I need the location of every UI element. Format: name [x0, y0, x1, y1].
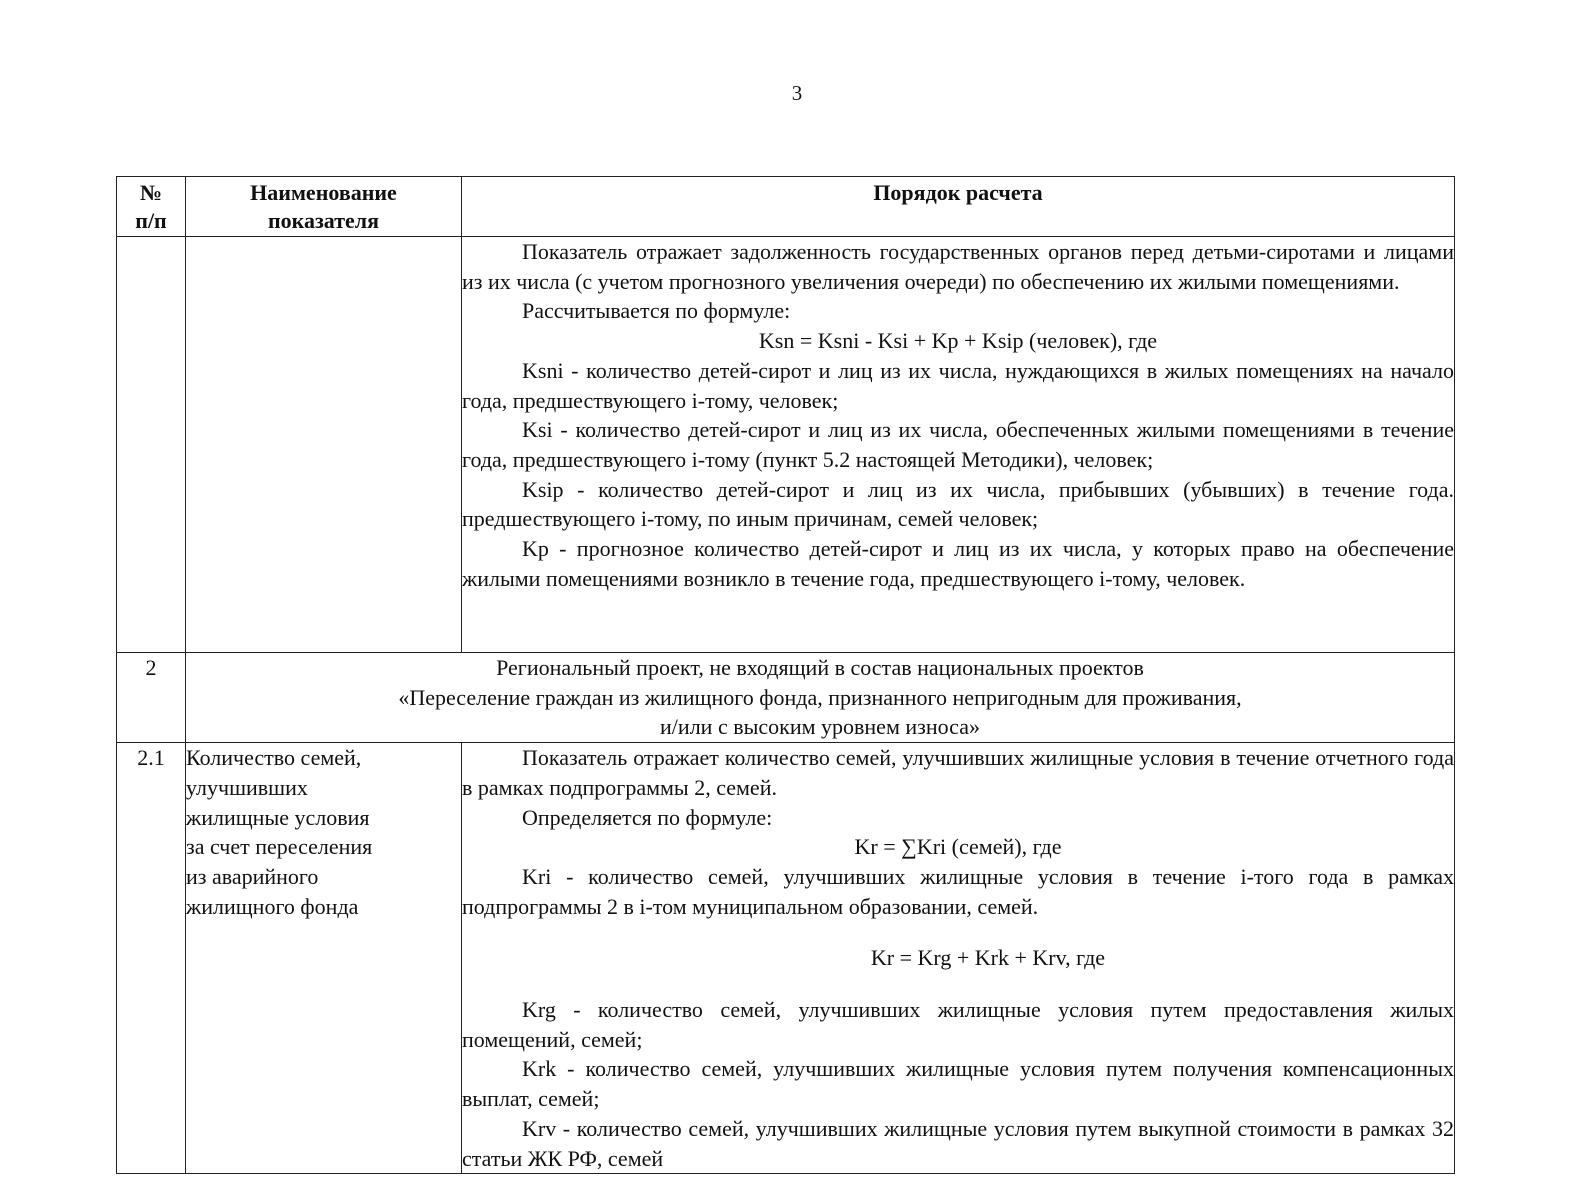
row21-def-krk: Krk - количество семей, улучшивших жилищные условия путем получения компенсационных выплат, семей; [462, 1056, 1454, 1112]
row1-def-ksi: Ksi - количество детей-сирот и лиц из их числа, обеспеченных жилыми помещениями в течение года, предшествующего i-тому (пункт 5.2 настоящей Методики), человек; [462, 417, 1454, 472]
row21-formula-kr-parts: Kr = Krg + Krk + Krv, где [870, 945, 1106, 971]
header-number-line1: № [139, 180, 163, 205]
table-row [117, 743, 1455, 1174]
section2-line3: и/или с высоким уровнем износа» [660, 714, 980, 740]
row1-name [186, 237, 462, 653]
row21-name-line6: жилищного фонда [186, 893, 359, 919]
table-row [117, 237, 1455, 653]
row21-formula-kr-sum: Kr = ∑Kri (семей), где [854, 834, 1062, 860]
row1-method: Рассчитывается по формуле: [522, 298, 791, 324]
header-name [186, 177, 462, 237]
row21-number: 2.1 [117, 743, 186, 1174]
page-number: 3 [791, 81, 803, 105]
header-number [117, 177, 186, 237]
table-header-row [117, 177, 1455, 237]
row1-def-ksni: Ksni - количество детей-сирот и лиц из их числа, нуждающихся в жилых помещениях на начало года, предшествующего i-тому, человек; [462, 357, 1454, 413]
section2-line2: «Переселение граждан из жилищного фонда, признанного непригодным для проживания, [398, 684, 1242, 710]
row21-method: Определяется по формуле: [522, 804, 773, 830]
header-name-line1: Наименование [250, 180, 397, 205]
row1-def-ksip: Ksip - количество детей-сирот и лиц из их числа, прибывших (убывших) в течение года. предшествующего i-тому, по иным причинам, семей человек; [462, 476, 1454, 532]
indicators-table [116, 176, 1455, 1174]
section2-line1: Региональный проект, не входящий в состав национальных проектов [496, 655, 1144, 680]
row21-name-line1: Количество семей, [186, 745, 362, 771]
row1-def-kp: Kp - прогнозное количество детей-сирот и лиц из их числа, у которых право на обеспечение жилыми помещениями возникло в течение года, предшествующего i-тому, человек. [462, 536, 1454, 591]
row21-name-line5: из аварийного [186, 863, 319, 889]
header-number-line2: п/п [135, 208, 167, 233]
row21-name [186, 743, 462, 1174]
header-calc-label: Порядок расчета [873, 180, 1043, 205]
row21-def-krg: Krg - количество семей, улучшивших жилищные условия путем предоставления жилых помещений, семей; [462, 997, 1454, 1052]
header-calc [462, 177, 1455, 237]
header-name-line2: показателя [267, 208, 380, 233]
row21-name-line2: улучшивших [186, 774, 308, 800]
row1-description: Показатель отражает задолженность государственных органов перед детьми-сиротами и лицами из их числа (с учетом прогнозного увеличения очереди) по обеспечению их жилыми помещениями. [462, 239, 1454, 294]
row1-formula: Ksn = Ksni - Ksi + Kp + Ksip (человек), где [758, 328, 1158, 354]
row1-calc [462, 237, 1455, 653]
row1-number [117, 237, 186, 653]
row21-calc [462, 743, 1455, 1174]
row21-def-krv: Krv - количество семей, улучшивших жилищные условия путем выкупной стоимости в рамках 32 статьи ЖК РФ, семей [462, 1115, 1454, 1171]
row21-description: Показатель отражает количество семей, улучшивших жилищные условия в течение отчетного года в рамках подпрограммы 2, семей. [462, 745, 1454, 800]
section2-number: 2 [117, 653, 186, 743]
section2-title [186, 653, 1455, 743]
row21-def-kri: Kri - количество семей, улучшивших жилищные условия в течение i-того года в рамках подпрограммы 2 в i-том муниципальном образовании, семей. [462, 863, 1454, 919]
row21-name-line3: жилищные условия [186, 804, 370, 830]
row21-name-line4: за счет переселения [186, 834, 373, 860]
table-row-section [117, 653, 1455, 743]
